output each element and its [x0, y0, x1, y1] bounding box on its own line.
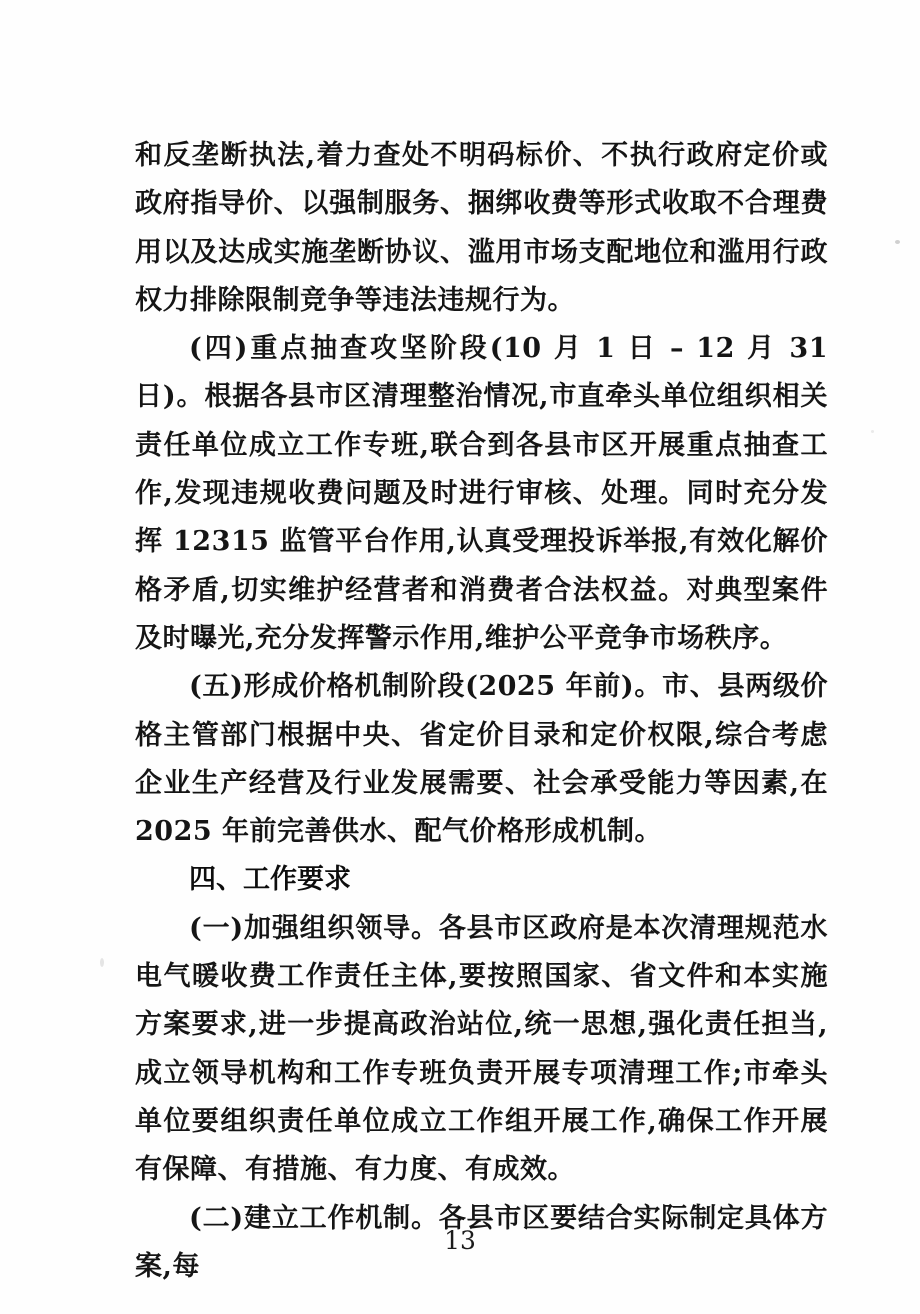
scan-artifact	[871, 430, 874, 433]
section-heading-work-requirements: 四、工作要求	[189, 864, 351, 896]
scan-artifact	[895, 240, 900, 244]
document-text-block	[135, 132, 828, 1291]
paragraph-continuation: 和反垄断执法,着力查处不明码标价、不执行政府定价或政府指导价、以强制服务、捆绑收费等形式收取不合理费用以及达成实施垄断协议、滥用市场支配地位和滥用行政权力排除限制竞争等违法违规行为。	[135, 140, 828, 316]
paragraph-stage-5: (五)形成价格机制阶段(2025 年前)。市、县两级价格主管部门根据中央、省定价目录和定价权限,综合考虑企业生产经营及行业发展需要、社会承受能力等因素,在 2025 年前完善供水、配气价格形成机制。	[135, 671, 828, 848]
scan-artifact	[100, 958, 104, 967]
paragraph-requirement-1: (一)加强组织领导。各县市区政府是本次清理规范水电气暖收费工作责任主体,要按照国家、省文件和本实施方案要求,进一步提高政治站位,统一思想,强化责任担当,成立领导机构和工作专班负责开展专项清理工作;市牵头单位要组织责任单位成立工作组开展工作,确保工作开展有保障、有措施、有力度、有成效。	[135, 912, 828, 1186]
paragraph-requirement-2: (二)建立工作机制。各县市区要结合实际制定具体方案,每	[135, 1202, 828, 1282]
paragraph-stage-4: (四)重点抽查攻坚阶段(10 月 1 日 – 12 月 31 日)。根据各县市区清理整治情况,市直牵头单位组织相关责任单位成立工作专班,联合到各县市区开展重点抽查工作,发现违规收费问题及时进行审核、处理。同时充分发挥 12315 监管平台作用,认真受理投诉举报,有效化解价格矛盾,切实维护经营者和消费者合法权益。对典型案件及时曝光,充分发挥警示作用,维护公平竞争市场秩序。	[135, 333, 828, 654]
page-number: 13	[444, 1226, 476, 1255]
